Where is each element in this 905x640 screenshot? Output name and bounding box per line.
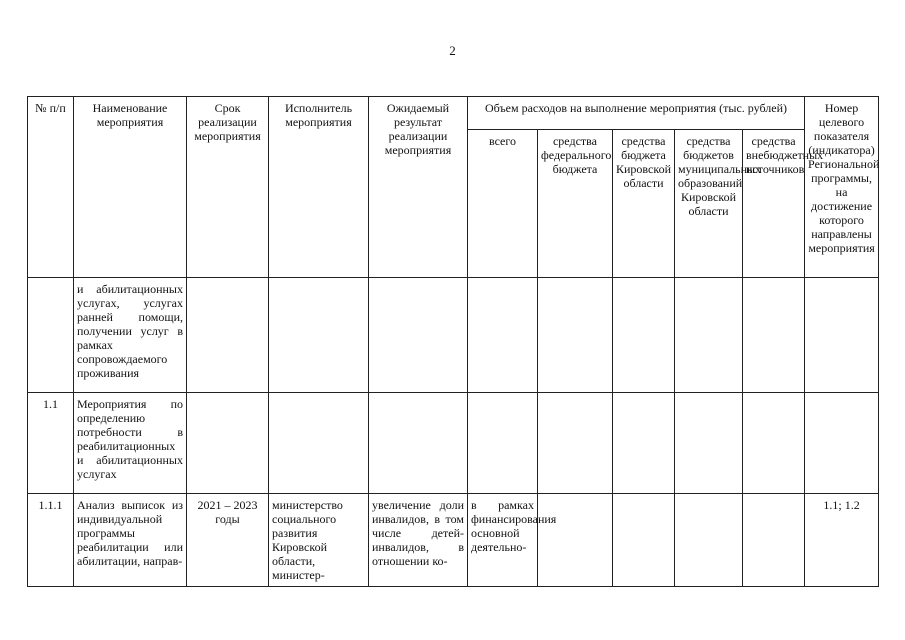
cell-indicator: 1.1; 1.2	[805, 494, 879, 587]
cell-num	[28, 278, 74, 393]
table-row	[28, 494, 879, 587]
cell-num: 1.1	[28, 393, 74, 494]
cell-total	[468, 278, 538, 393]
table-row	[28, 278, 879, 393]
cell-regional	[613, 494, 675, 587]
header-municipal: средства бюджетов муниципальных образований Кировской области	[675, 130, 743, 278]
page-number: 2	[449, 43, 456, 58]
header-executor: Исполнитель мероприятия	[269, 97, 369, 278]
cell-federal	[538, 278, 613, 393]
cell-result	[369, 393, 468, 494]
cell-regional	[613, 278, 675, 393]
cell-term	[187, 393, 269, 494]
cell-term: 2021 – 2023 годы	[187, 494, 269, 587]
cell-extra	[743, 278, 805, 393]
cell-indicator	[805, 393, 879, 494]
cell-federal	[538, 393, 613, 494]
cell-name: и абилитационных услугах, услугах ранней помощи, получении услуг в рамках сопровождаемого проживания	[74, 278, 187, 393]
cell-municipal	[675, 494, 743, 587]
header-term: Срок реализации мероприятия	[187, 97, 269, 278]
cell-federal	[538, 494, 613, 587]
table-row	[28, 393, 879, 494]
cell-extra	[743, 494, 805, 587]
cell-regional	[613, 393, 675, 494]
cell-name: Мероприятия по определению потребности в реабилитационных и абилитационных услугах	[74, 393, 187, 494]
measures-table	[27, 96, 879, 587]
cell-num: 1.1.1	[28, 494, 74, 587]
header-federal: средства федерального бюджета	[538, 130, 613, 278]
header-result: Ожидаемый результат реализации мероприятия	[369, 97, 468, 278]
cell-name: Анализ выписок из индивидуальной программы реабилитации или абилитации, направ-	[74, 494, 187, 587]
cell-indicator	[805, 278, 879, 393]
header-expenses: Объем расходов на выполнение мероприятия (тыс. рублей)	[468, 97, 805, 130]
cell-executor: министерство социального развития Кировской области, министер-	[269, 494, 369, 587]
cell-extra	[743, 393, 805, 494]
cell-term	[187, 278, 269, 393]
cell-municipal	[675, 278, 743, 393]
header-total: всего	[468, 130, 538, 278]
header-extra: средства внебюджетных источников	[743, 130, 805, 278]
cell-executor	[269, 393, 369, 494]
cell-result: увеличение доли инвалидов, в том числе детей-инвалидов, в отношении ко-	[369, 494, 468, 587]
header-num: № п/п	[28, 97, 74, 278]
cell-total: в рамках финансирования основной деятельно-	[468, 494, 538, 587]
cell-total	[468, 393, 538, 494]
cell-municipal	[675, 393, 743, 494]
header-regional: средства бюджета Кировской области	[613, 130, 675, 278]
header-name: Наименование мероприятия	[74, 97, 187, 278]
header-indicator: Номер целевого показателя (индикатора) Региональной программы, на достижение которого направлены мероприятия	[805, 97, 879, 278]
cell-result	[369, 278, 468, 393]
cell-executor	[269, 278, 369, 393]
